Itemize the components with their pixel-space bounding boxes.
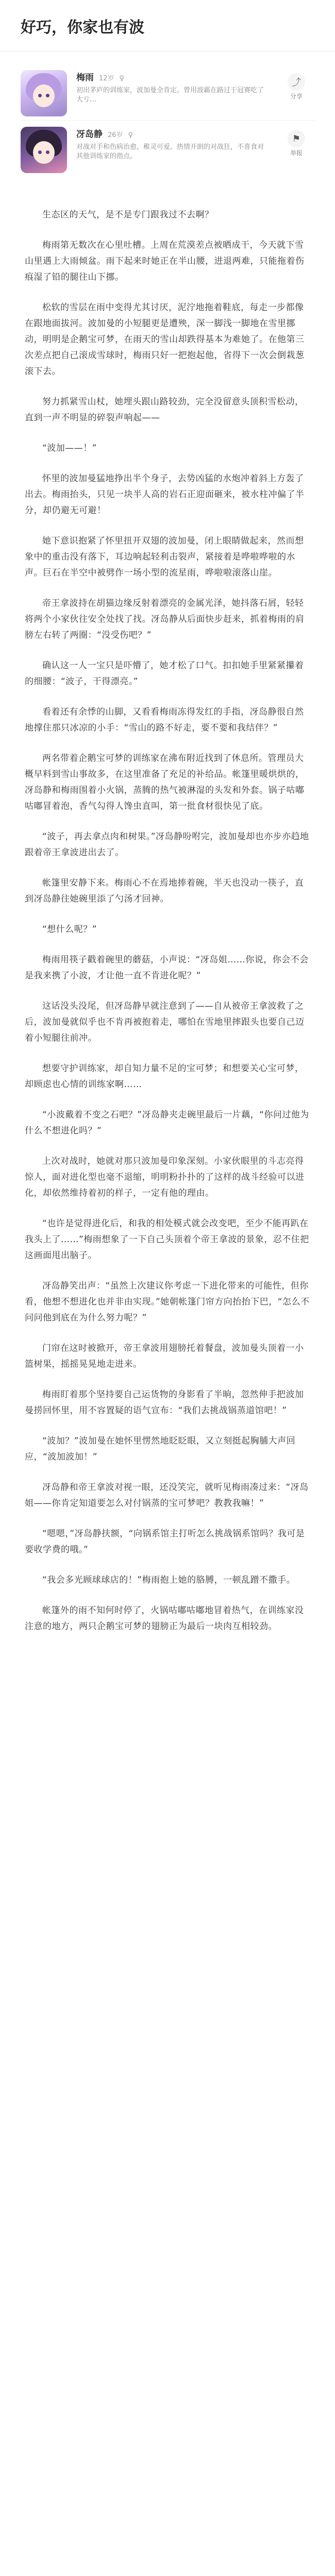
story-paragraph: 确认这一人一宝只是吓懵了，她才松了口气。扣扣她手里紧紧攥着的细腰：“波子，干得漂亮。” [25,660,304,687]
character-age: 26岁 [108,131,123,139]
character-name: 冴岛静 [76,129,103,140]
character-description: 对战对手和伤病治愈，稚灵可爱。热情开朗的对战狂，不喜食对其他训练家的指点。 [76,143,264,160]
story-paragraph: “嗯嗯，”冴岛静扶额，“向锅系馆主打听怎么挑战锅系馆吗？我可是要收学费的哦。” [25,1529,305,1555]
story-paragraph: “波加？”波加曼在她怀里愣然地眨眨眼，又立刻挺起胸脯大声回应，“波加波加！” [25,1436,296,1462]
avatar [21,70,67,116]
story-paragraph: 帐篷外的雨不知何时停了，火锅咕嘟咕嘟地冒着热气，在训练家没注意的地方，两只企鹅宝可梦的翅膀正为最后一块肉互相较劲。 [25,1605,304,1632]
gender-icon: ♀ [128,131,133,139]
story-paragraph: 想要守护训练家，却自知力量不足的宝可梦；和想要关心宝可梦，却顾虑也心情的训练家啊…… [25,1063,304,1090]
story-paragraph: “也许是觉得进化后，和我的相处模式就会改变吧，至少不能再趴在我头上了……”梅雨想象了一下自己头顶着个帝王拿波的景象，忍不住把这画面甩出脑子。 [25,1218,309,1261]
story-body [0,193,335,1680]
story-paragraph: “小波戴着不变之石吧？”冴岛静夹走碗里最后一片藕，“你问过他为什么不想进化吗？” [25,1110,309,1136]
story-paragraph: 门帘在这时被掀开，帝王拿波用翅膀托着餐盘，波加曼头顶着一小篮树果，摇摇晃晃地走进来。 [25,1343,304,1369]
share-button[interactable] [278,73,314,100]
avatar [21,127,67,173]
story-paragraph: “想什么呢？” [42,924,97,935]
report-label: 举报 [290,149,303,157]
character-card-meiyu[interactable] [21,64,314,121]
character-list [0,52,335,193]
story-paragraph: 帐篷里安静下来。梅雨心不在焉地捧着碗，半天也没动一筷子，直到冴岛静往她碗里添了勺汤才回神。 [25,878,304,904]
gender-icon: ♀ [119,75,125,82]
story-paragraph: 松软的雪层在雨中变得尤其讨厌，泥泞地拖着鞋底，每走一步都像在跟地面拔河。波加曼的小短腿更是遭殃，深一脚浅一脚地在雪里挪动，明明是企鹅宝可梦，在雨天的雪山却跌得基本为难她了。在他第三次差点把自己滚成雪球时，梅雨只好一把抱起他，省得下一次会倒栽葱滚下去。 [25,302,305,377]
story-paragraph: 这话没头没尾，但冴岛静早就注意到了——自从被帝王拿波救了之后，波加曼就似乎也不肯再被抱着走，哪怕在雪地里摔跟头也要自己迈着小短腿往前冲。 [25,1001,305,1043]
story-paragraph: 冴岛静和帝王拿波对视一眼，还没笑完，就听见梅雨凑过来：“冴岛姐——你肯定知道要怎么对付锅蒸的宝可梦吧？教教我嘛！” [25,1482,309,1509]
story-paragraph: 梅雨用筷子戳着碗里的蘑菇，小声说：“冴岛姐……你说，你会不会是我来携了小波，才让他一直不肯进化呢？” [25,955,309,981]
page-title: 好巧，你家也有波 [21,18,144,37]
story-paragraph: “波加——！” [42,443,97,453]
story-paragraph: “波子，再去拿点肉和树果。”冴岛静吩咐完，波加曼却也亦步亦趋地跟着帝王拿波进出去了。 [25,832,309,858]
story-paragraph: 她下意识抱紧了怀里扭开双翅的波加曼，闭上眼睛做起来，然而想象中的重击没有落下，耳边响起轻利击裂声，紧接着是哗啦哗啦的水声。巨石在半空中被劈作一场小型的流星雨，哗啦啦滚落山崖。 [25,536,304,578]
character-age: 12岁 [99,75,114,82]
character-card-saejima[interactable] [21,121,314,177]
story-paragraph: 上次对战时，她就对那只波加曼印象深刻。小家伙眼里的斗志亮得惊人，面对进化型也毫不退缩，明明粉扑扑的了这样的战斗经验可以进化，却依然维持着初的样子，一定有他的理由。 [25,1156,305,1198]
story-paragraph: 两名带着企鹅宝可梦的训练家在沸布附近找到了休息所。管理员大概早料到雪山事故多，在这里准备了充足的补给品。帐篷里暖烘烘的，冴岛静和梅雨围着小火锅，蒸腾的热气被淋湿的头发和外套。锅子咕嘟咕嘟冒着泡，香气勾得人馋虫直叫，第一批食材很快见了底。 [25,753,305,811]
story-paragraph: 怀里的波加曼猛地挣出半个身子，去势凶猛的水炮冲着斜上方轰了出去。梅雨抬头，只见一块半人高的岩石正迎面砸来，被水柱冲偏了半分，却仍避无可避！ [25,473,305,516]
story-paragraph: 梅雨第无数次在心里吐槽。上周在荒漠差点被晒成干，今天就下雪山里遇上大雨倾盆。雨下起来时她正在半山腰，进退两难，只能拖着伤痕湿了铅的腿往山下挪。 [25,240,305,282]
character-description: 初出茅庐的训练家，波加曼全肯定。曾用波霸在路过于冠赛吃了大亏… [76,87,264,104]
story-paragraph: 努力抓紧雪山杖，她埋头跟山路较劲，完全没留意头顶积雪松动，直到一声不明显的碎裂声响起—— [25,397,304,423]
report-icon: ⚑ [288,130,305,147]
story-paragraph: 冴岛静笑出声：“虽然上次建议你考虑一下进化带来的可能性，但你看，他想不想进化也并非由实现。”她朝帐篷门帘方向抬抬下巴，“怎么不问问他到底在为什么努力呢？” [25,1281,310,1323]
character-name: 梅雨 [76,73,94,83]
story-paragraph: 梅雨盯着那个坚持要自己运货物的身影看了半晌，忽然伸手把波加曼捞回怀里，用不容置疑的语气宣布：“我们去挑战锅蒸道馆吧！” [25,1389,304,1416]
story-paragraph: “我会多光顾球球店的！”梅雨抱上她的胳膊，一顿乱蹭不撒手。 [42,1575,296,1585]
share-icon: ⤴ [288,73,305,91]
story-paragraph: 生态区的天气，是不是专门跟我过不去啊？ [42,210,214,220]
story-paragraph: 看着还有余悸的山脚，又看看梅雨冻得发红的手指，冴岛静很自然地撑住那只冰凉的小手：“雪山的路不好走，要不要和我结伴？” [25,707,304,733]
header-bar [0,0,335,52]
report-button[interactable] [278,130,314,157]
story-paragraph: 帝王拿波持在胡猫边缘反射着漂亮的金属光泽，她抖落石屑，轻轻将两个小家伙往安全处找了找。冴岛静从后面快步赶来，抓着梅雨的肩膀左右转了两圈：“没受伤吧？” [25,598,305,640]
share-label: 分享 [290,93,303,100]
